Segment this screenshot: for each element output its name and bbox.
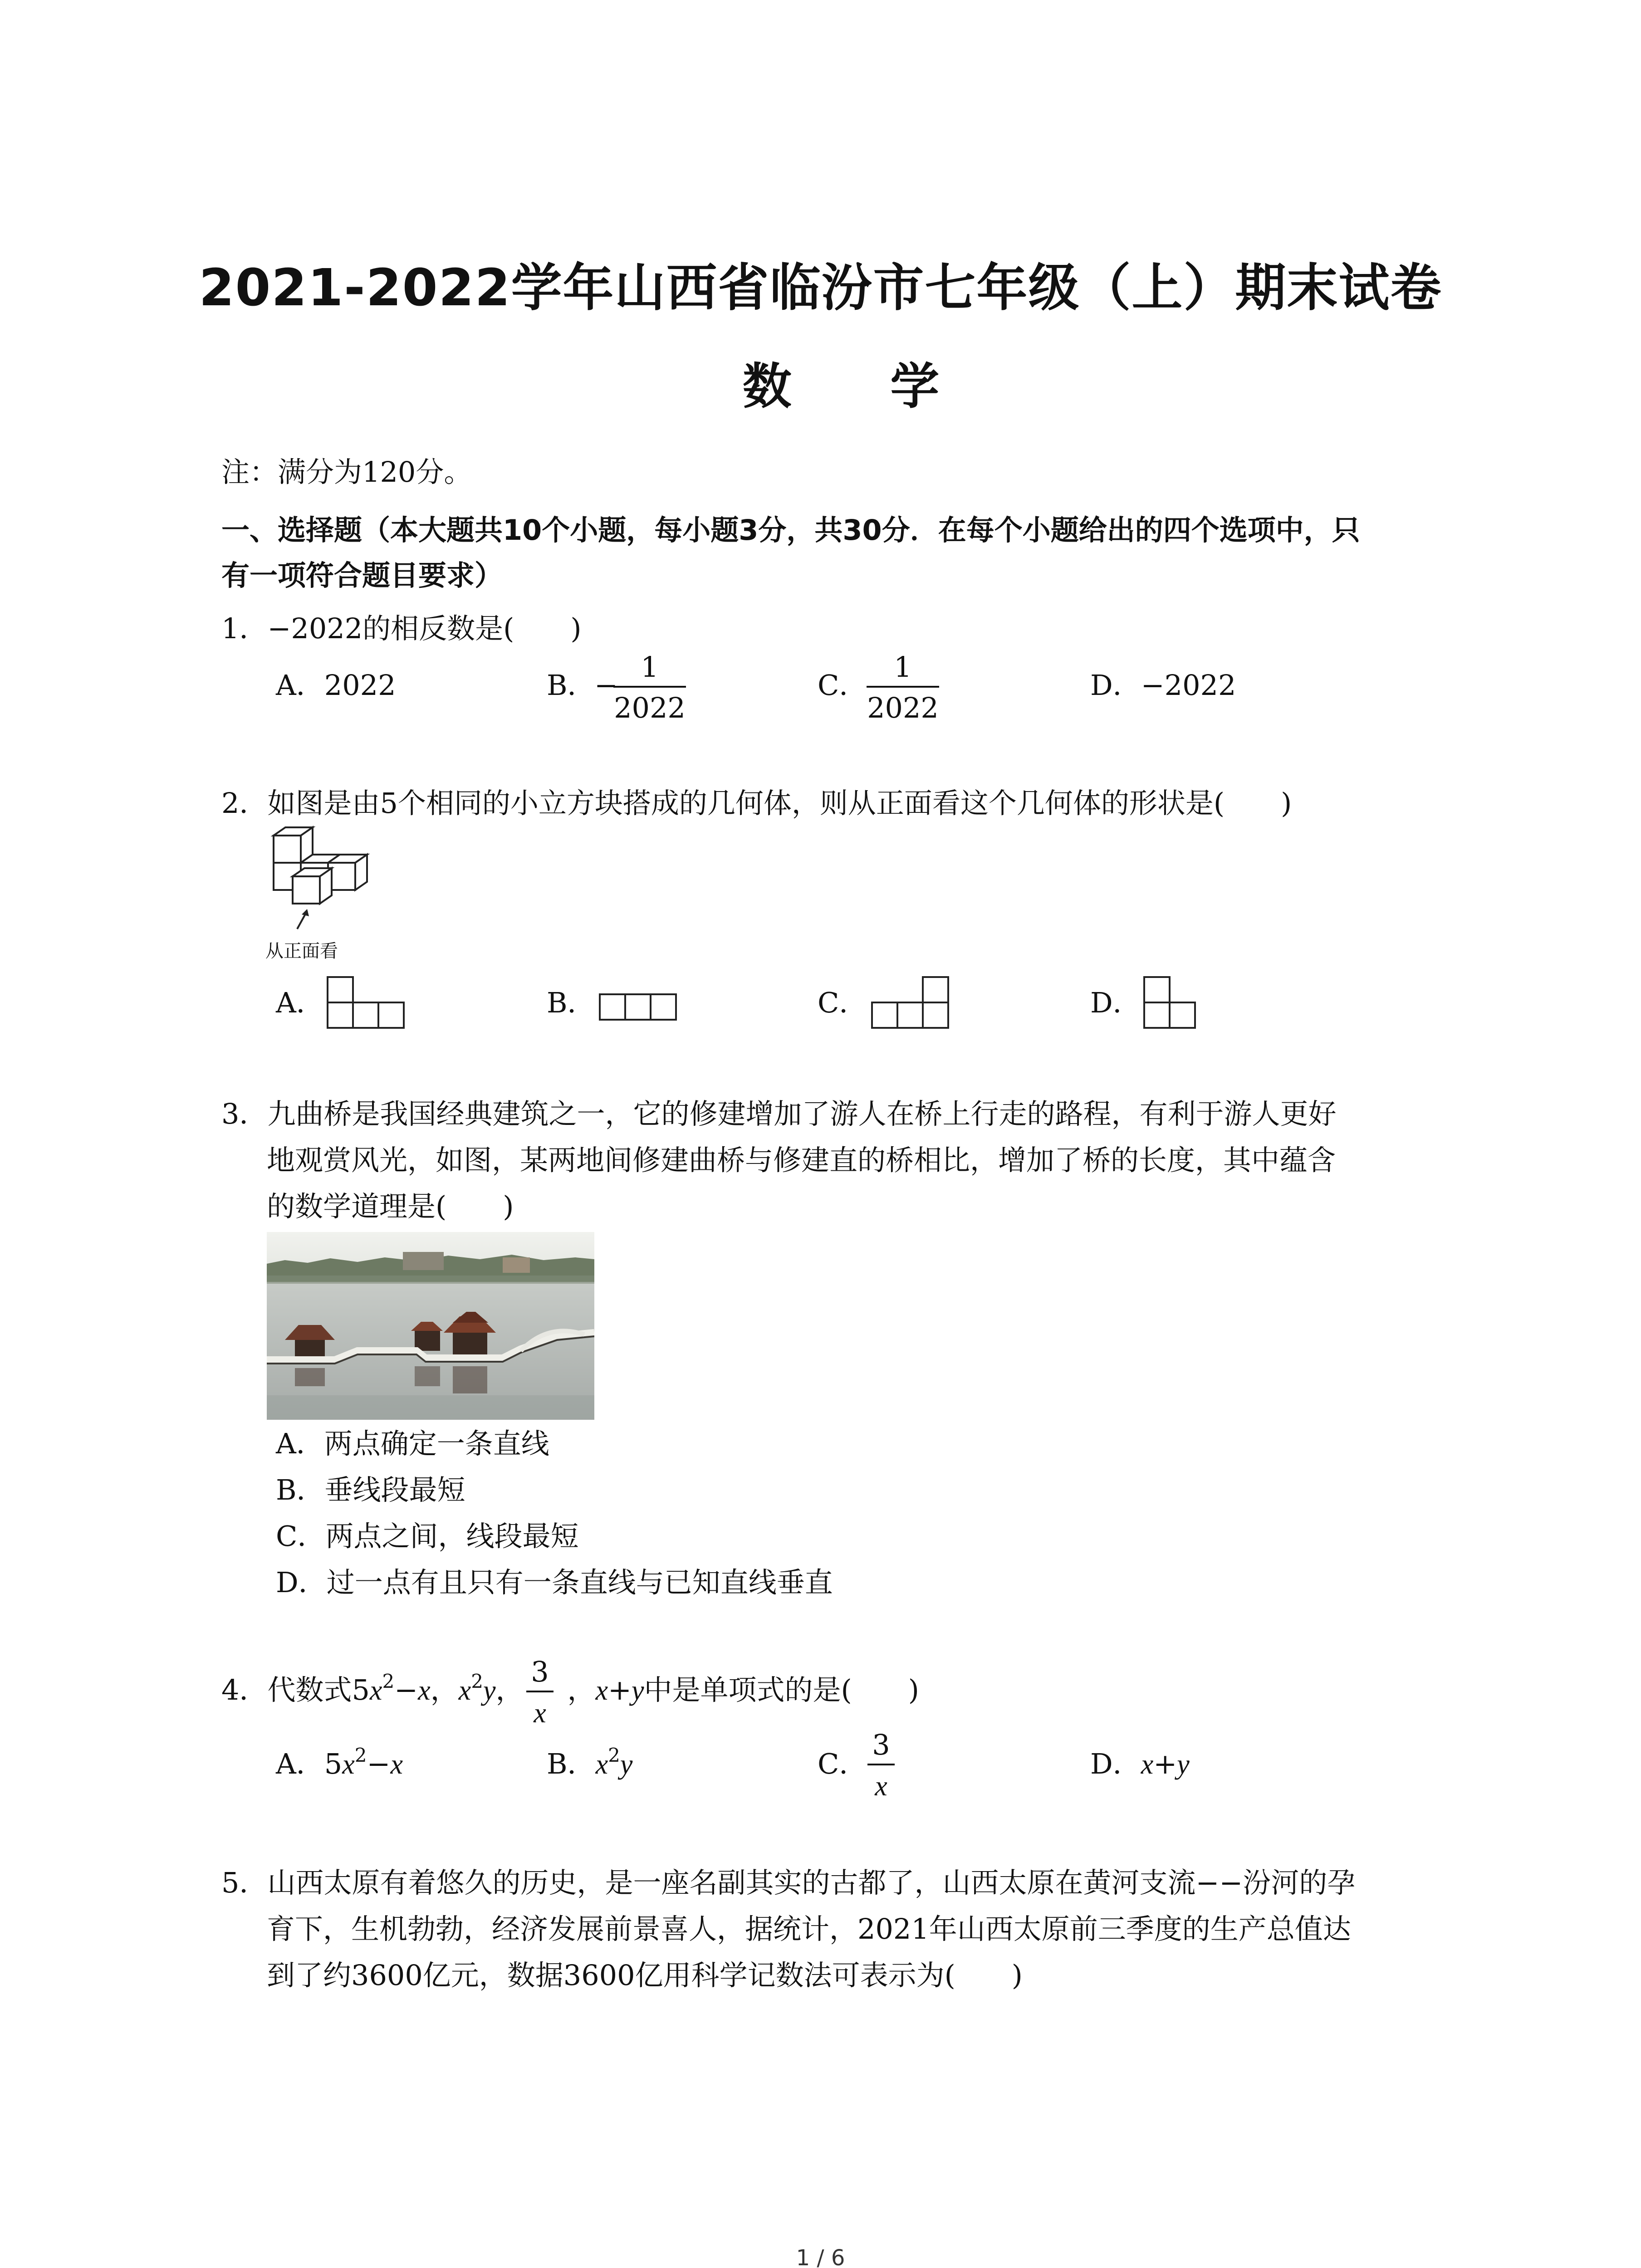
q2-option-b-view [598, 992, 684, 1024]
q2-option-a-label: A． [276, 986, 324, 1019]
q2-option-b-label: B． [547, 986, 596, 1019]
q1-b-denominator: 2022 [614, 691, 686, 724]
q3-option-c: C．两点之间，线段最短 [276, 1520, 579, 1553]
q3-option-d: D．过一点有且只有一条直线与已知直线垂直 [276, 1566, 833, 1599]
q1-option-d: D．−2022 [1090, 669, 1236, 702]
page-number: 1 / 6 [796, 2245, 845, 2268]
q3-stem-line3: 的数学道理是( ) [267, 1190, 514, 1223]
section-heading-line1: 一、选择题（本大题共10个小题，每小题3分，共30分．在每个小题给出的四个选项中，只 [221, 513, 1360, 547]
q1-option-c-fraction [867, 650, 939, 724]
q1-option-a: A．2022 [276, 669, 396, 702]
q5-stem-line2: 育下，生机勃勃，经济发展前景喜人，据统计，2021年山西太原前三季度的生产总值达 [267, 1912, 1351, 1945]
q2-option-d-label: D． [1090, 986, 1141, 1019]
q4-stem-suffix: 中是单项式的是( ) [644, 1673, 919, 1706]
q2-option-c-view [870, 975, 956, 1030]
q1-c-denominator: 2022 [867, 691, 939, 724]
q4-option-a: A．$5x^2-x$ [276, 1744, 403, 1780]
q3-option-a: A．两点确定一条直线 [276, 1427, 549, 1460]
q2-stem: 2．如图是由5个相同的小立方块搭成的几何体，则从正面看这个几何体的形状是( ) [221, 787, 1292, 820]
q4-option-c-fraction: 3 x [867, 1731, 895, 1800]
q4-stem-prefix: 4．代数式5 [221, 1673, 370, 1706]
q3-stem-line1: 3．九曲桥是我国经典建筑之一，它的修建增加了游人在桥上行走的路程，有利于游人更好 [221, 1097, 1337, 1130]
subject-title: 数 学 [742, 358, 980, 415]
q1-option-c-label: C． [818, 669, 867, 702]
q2-figure-caption: 从正面看 [265, 941, 338, 962]
q3-option-b: B．垂线段最短 [276, 1473, 465, 1506]
exam-title: 2021-2022学年山西省临汾市七年级（上）期末试卷 [199, 259, 1442, 318]
section-heading-line2: 有一项符合题目要求） [221, 559, 503, 592]
q2-option-d-view [1142, 975, 1201, 1030]
q5-stem-line1: 5．山西太原有着悠久的历史，是一座名副其实的古都了，山西太原在黄河支流−−汾河的孕 [221, 1866, 1356, 1899]
q4-option-b: B．$x^2y$ [547, 1744, 633, 1780]
q1-c-numerator: 1 [894, 650, 912, 684]
q2-option-a-view [326, 975, 412, 1030]
q1-option-b-sign: − [594, 669, 618, 702]
q5-stem-line3: 到了约3600亿元，数据3600亿用科学记数法可表示为( ) [267, 1959, 1023, 1992]
q1-stem: 1．−2022的相反数是( ) [221, 612, 582, 645]
nine-turn-bridge-photo [267, 1232, 594, 1420]
score-note: 注：满分为120分。 [221, 455, 472, 489]
q1-option-b-label: B． [547, 669, 596, 702]
q4-stem-fraction: 3 x [526, 1658, 554, 1727]
q4-option-d: D．x+y [1090, 1747, 1190, 1780]
q1-b-numerator: 1 [641, 650, 659, 684]
q1-option-b-fraction [613, 650, 686, 724]
q4-stem: 4．代数式$5x^2-x$，$x^2y$， ，x+y中是单项式的是( ) [221, 1670, 919, 1706]
cube-solid-figure [265, 826, 411, 962]
q4-option-c-label: C． [818, 1747, 867, 1780]
q3-stem-line2: 地观赏风光，如图，某两地间修建曲桥与修建直的桥相比，增加了桥的长度，其中蕴含 [267, 1144, 1336, 1177]
q2-option-c-label: C． [818, 986, 867, 1019]
